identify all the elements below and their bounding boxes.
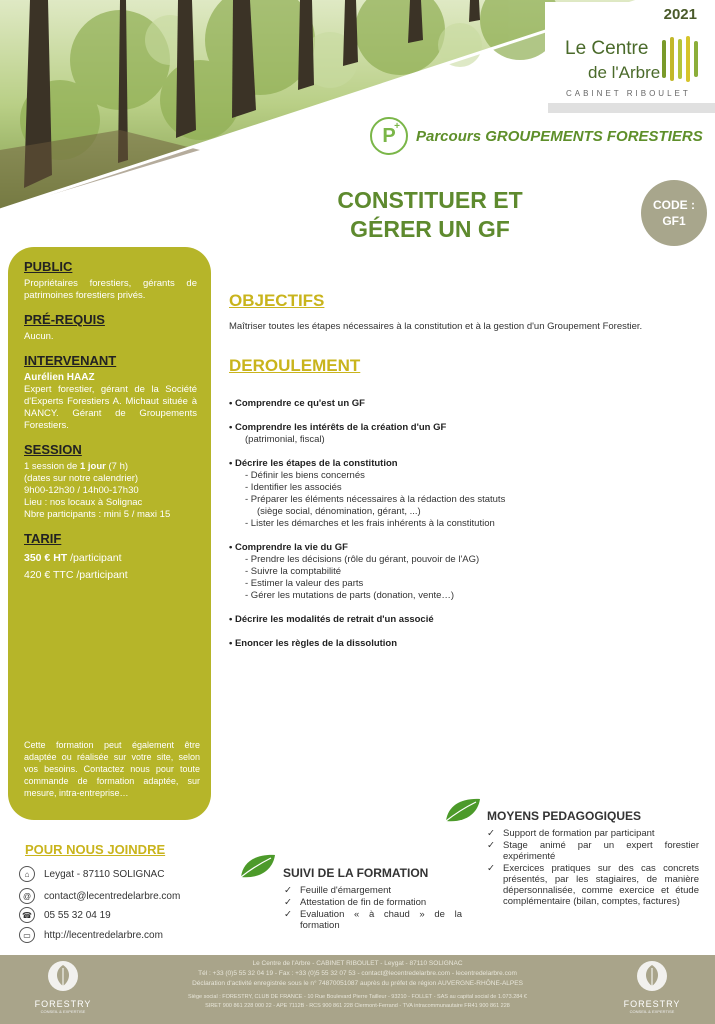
forestry-emblem-icon xyxy=(47,960,79,992)
forestry-brand: FORESTRY xyxy=(623,999,681,1009)
session-line1: 1 session de 1 jour (7 h) xyxy=(24,461,129,472)
logo-bars-icon xyxy=(661,36,701,82)
session-line2: (dates sur notre calendrier) xyxy=(24,473,139,484)
public-section xyxy=(24,259,197,302)
badge-plus: + xyxy=(394,121,400,132)
list-item: • Enoncer les règles de la dissolution xyxy=(229,638,398,649)
session-heading: SESSION xyxy=(24,442,82,457)
leaf-icon xyxy=(239,853,277,879)
at-icon: @ xyxy=(19,888,35,904)
session-line4: Lieu : nos locaux à Solignac xyxy=(24,497,143,508)
header-strip xyxy=(548,103,715,113)
forestry-brand: FORESTRY xyxy=(34,999,92,1009)
list-item: ✓ Feuille d'émargement xyxy=(284,885,392,896)
intervenant-text: Expert forestier, gérant de la Société d'Experts Forestiers A. Michaut située à NANCY. Gérant de Groupements Forestiers. xyxy=(24,384,197,431)
deroulement-heading: DEROULEMENT xyxy=(229,356,361,375)
intervenant-section xyxy=(24,353,197,432)
list-item: • Décrire les étapes de la constitution - Définir les biens concernés - Identifier les associés - Préparer les éléments nécessaires à la rédaction des statuts (siège social, dénomination, gérant, ...) - Lister les démarches et les frais inhérents à la constitution xyxy=(229,458,506,529)
prereq-heading: PRÉ-REQUIS xyxy=(24,312,105,327)
phone-icon: ☎ xyxy=(19,907,35,923)
logo-text-line2: de l'Arbre xyxy=(588,63,661,82)
session-line5: Nbre participants : mini 5 / maxi 15 xyxy=(24,509,171,520)
title-line2: GÉRER UN GF xyxy=(350,216,510,242)
session-section xyxy=(24,442,197,521)
contact-heading: POUR NOUS JOINDRE xyxy=(25,842,166,857)
check-icon: ✓ xyxy=(284,909,292,920)
sidebar-footer-text: Cette formation peut également être adaptée ou réalisée sur votre site, selon vos besoins. Contactez nous pour toute commande de formation adaptée, sur mesure, intra-entreprise… xyxy=(24,740,200,798)
badge-letter: P xyxy=(382,124,396,147)
code-label: CODE : xyxy=(653,198,695,212)
check-icon: ✓ xyxy=(284,897,292,908)
forestry-emblem-icon xyxy=(636,960,668,992)
list-item: • Comprendre les intérêts de la création d'un GF (patrimonial, fiscal) xyxy=(229,422,447,445)
footer-line5: SIRET 900 861 228 000 22 - APE 7112B - RCS 900 861 228 Clermont-Ferrand - TVA intracommunautaire FR41 900 861 228 xyxy=(205,1003,510,1009)
contact-address: ⌂ Leygat - 87110 SOLIGNAC xyxy=(19,866,164,882)
tarif-section xyxy=(24,531,197,584)
footer-line1: Le Centre de l'Arbre - CABINET RIBOULET - Leygat - 87110 SOLIGNAC xyxy=(252,960,463,967)
leaf-icon xyxy=(444,797,482,823)
list-item: ✓ Evaluation « à chaud » de la formation xyxy=(284,909,462,931)
list-item: ✓ Support de formation par participant xyxy=(487,828,655,839)
list-item: ✓ Attestation de fin de formation xyxy=(284,897,427,908)
footer-line2: Tél : +33 (0)5 55 32 04 19 - Fax : +33 (0)5 55 32 07 53 - contact@lecentredelarbre.com - lecentredelarbre.com xyxy=(198,970,517,977)
suivi-heading: SUIVI DE LA FORMATION xyxy=(283,866,429,880)
contact-website[interactable]: ▭ http://lecentredelarbre.com xyxy=(19,927,163,943)
moyens-list xyxy=(487,828,699,908)
footer-line4: Siège social : FORESTRY, CLUB DE FRANCE - 10 Rue Boulevard Pierre Tailleur - 93210 - FOLLET - SAS au capital social de 1.073.284 € xyxy=(188,994,527,1000)
list-item: ✓ Stage animé par un expert forestier expérimenté xyxy=(487,840,699,862)
title-line1: CONSTITUER ET xyxy=(337,187,523,213)
public-text: Propriétaires forestiers, gérants de patrimoines forestiers privés. xyxy=(24,278,197,301)
check-icon: ✓ xyxy=(487,828,495,839)
moyens-heading: MOYENS PEDAGOGIQUES xyxy=(487,809,642,823)
intervenant-heading: INTERVENANT xyxy=(24,353,117,368)
prereq-section xyxy=(24,312,197,343)
suivi-list xyxy=(284,885,462,932)
monitor-icon: ▭ xyxy=(19,927,35,943)
location-icon: ⌂ xyxy=(19,866,35,882)
list-item: • Comprendre la vie du GF - Prendre les décisions (rôle du gérant, pouvoir de l'AG) - Suivre la comptabilité - Estimer la valeur des parts - Gérer les mutations de parts (donation, vente…) xyxy=(229,542,480,601)
public-heading: PUBLIC xyxy=(24,259,73,274)
prereq-text: Aucun. xyxy=(24,331,54,342)
info-sidebar xyxy=(8,247,211,820)
deroulement-list xyxy=(229,398,699,662)
parcours-badge-icon xyxy=(370,117,408,155)
session-line3: 9h00-12h30 / 14h00-17h30 xyxy=(24,485,139,496)
logo-subtitle: CABINET RIBOULET xyxy=(566,89,691,98)
forestry-sub: CONSEIL & EXPERTISE xyxy=(40,1009,86,1014)
year-label: 2021 xyxy=(663,6,697,23)
parcours-title: Parcours GROUPEMENTS FORESTIERS xyxy=(416,127,703,145)
footer-line3: Déclaration d'activité enregistrée sous le n° 74870051087 auprès du préfet de région AUVERGNE-RHÔNE-ALPES xyxy=(192,980,523,987)
contact-phone[interactable]: ☎ 05 55 32 04 19 xyxy=(19,907,111,923)
check-icon: ✓ xyxy=(284,885,292,896)
list-item: ✓ Exercices pratiques sur des cas concrets présentés, par les stagiaires, de manière dépersonnalisée, comme exercice et étude complémentaire (bilan, comptes, factures) xyxy=(487,863,699,907)
tarif-ht: 350 € HT /participant xyxy=(24,552,122,564)
contact-email[interactable]: @ contact@lecentredelarbre.com xyxy=(19,888,180,904)
intervenant-name: Aurélien HAAZ xyxy=(24,372,95,383)
tarif-heading: TARIF xyxy=(24,531,62,546)
parcours-banner xyxy=(370,117,703,155)
check-icon: ✓ xyxy=(487,863,495,874)
code-value: GF1 xyxy=(662,214,686,228)
code-badge xyxy=(641,180,707,246)
objectifs-heading: OBJECTIFS xyxy=(229,291,325,310)
forestry-logo-left xyxy=(28,960,98,1014)
forestry-sub: CONSEIL & EXPERTISE xyxy=(629,1009,675,1014)
logo-text-line1: Le Centre xyxy=(565,38,649,59)
list-item: • Décrire les modalités de retrait d'un associé xyxy=(229,614,434,625)
objectifs-text: Maîtriser toutes les étapes nécessaires à la constitution et à la gestion d'un Groupement Forestier. xyxy=(229,321,643,332)
check-icon: ✓ xyxy=(487,840,495,851)
page-title xyxy=(290,186,570,244)
tarif-ttc: 420 € TTC /participant xyxy=(24,569,128,581)
forestry-logo-right xyxy=(617,960,687,1014)
list-item: • Comprendre ce qu'est un GF xyxy=(229,398,365,409)
